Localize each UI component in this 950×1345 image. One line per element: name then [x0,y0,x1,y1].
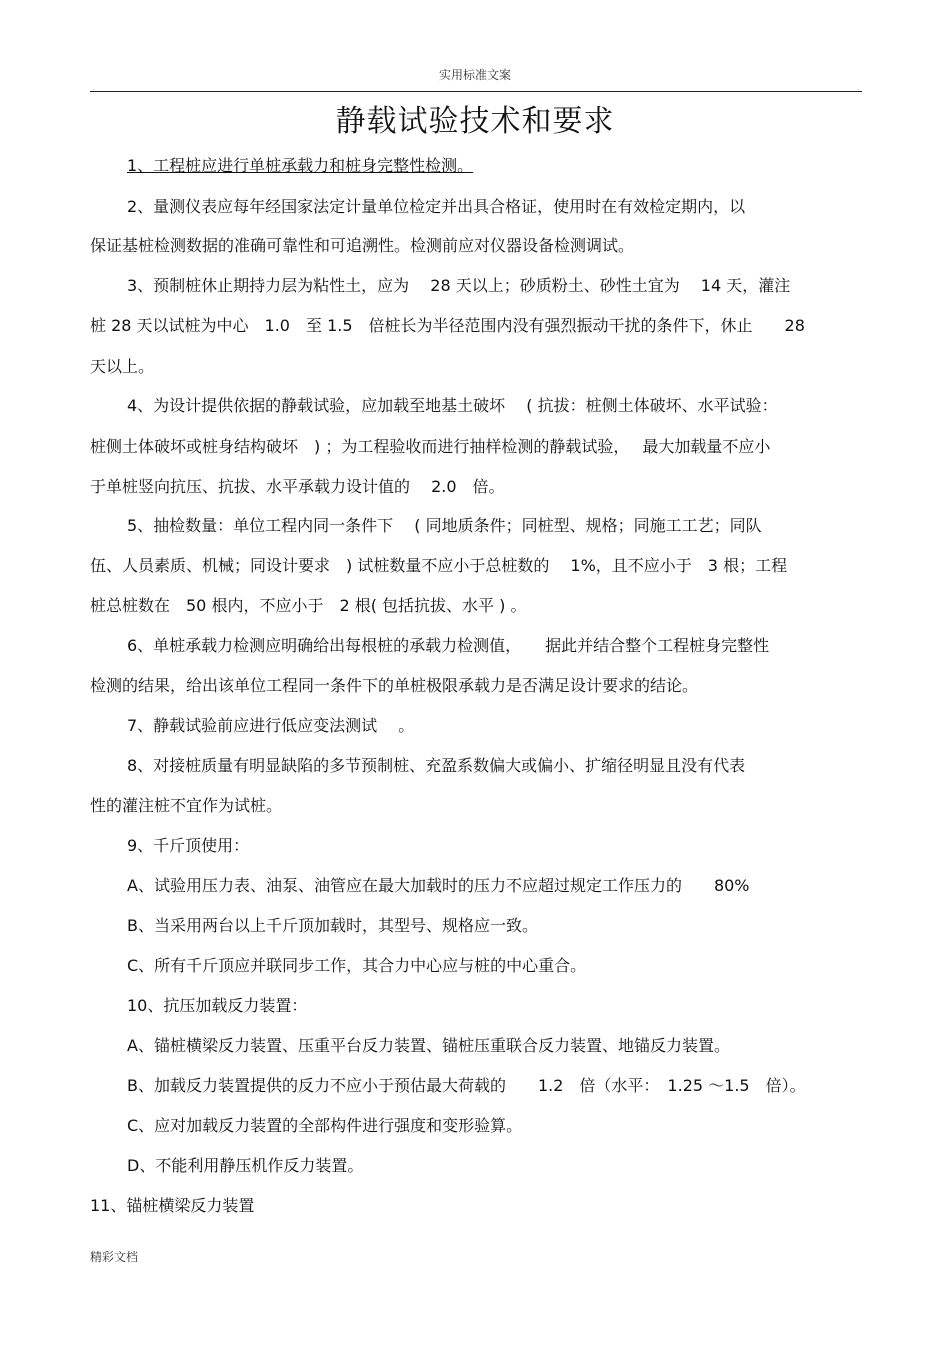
header-rule [90,91,862,92]
paragraph-line: B、加载反力装置提供的反力不应小于预估最大荷载的 1.2 倍（水平： 1.25 ～1.5 倍）。 [127,1076,806,1095]
paragraph-line: 天以上。 [90,357,155,376]
paragraph-line: 5、抽检数量：单位工程内同一条件下 ( 同地质条件；同桩型、规格；同施工工艺；同队 [127,516,762,535]
paragraph-line: 2、量测仪表应每年经国家法定计量单位检定并出具合格证，使用时在有效检定期内，以 [127,197,746,216]
page-header: 实用标准文案 [438,68,511,82]
paragraph-line: C、应对加载反力装置的全部构件进行强度和变形验算。 [127,1116,523,1135]
paragraph-line: B、当采用两台以上千斤顶加载时，其型号、规格应一致。 [127,916,538,935]
paragraph-line: 桩侧土体破坏或桩身结构破坏 ) ；为工程验收而进行抽样检测的静载试验， 最大加载量不应小 [90,437,771,456]
paragraph-line: 性的灌注桩不宜作为试桩。 [90,796,283,815]
paragraph-line: C、所有千斤顶应并联同步工作，其合力中心应与桩的中心重合。 [127,956,587,975]
paragraph-line: 7、静载试验前应进行低应变法测试 。 [127,716,415,735]
paragraph-line: D、不能利用静压机作反力装置。 [127,1156,364,1175]
paragraph-line: 检测的结果，给出该单位工程同一条件下的单桩极限承载力是否满足设计要求的结论。 [90,676,699,695]
paragraph-line: 3、预制桩休止期持力层为粘性土，应为 28 天以上；砂质粉土、砂性土宜为 14 天，灌注 [127,276,791,295]
paragraph-line: A、锚桩横梁反力装置、压重平台反力装置、锚桩压重联合反力装置、地锚反力装置。 [127,1036,730,1055]
paragraph-line: 6、单桩承载力检测应明确给出每根桩的承载力检测值， 据此并结合整个工程桩身完整性 [127,636,770,655]
paragraph-line: 1、工程桩应进行单桩承载力和桩身完整性检测。 [127,156,474,175]
paragraph-line: 桩 28 天以试桩为中心 1.0 至 1.5 倍桩长为半径范围内没有强烈振动干扰的条件下，休止 28 [90,316,805,335]
paragraph-line: 伍、人员素质、机械；同设计要求 ) 试桩数量不应小于总桩数的 1%，且不应小于 3 根；工程 [90,556,788,575]
paragraph-line: A、试验用压力表、油泵、油管应在最大加载时的压力不应超过规定工作压力的 80% [127,876,750,895]
paragraph-line: 10、抗压加载反力装置： [127,996,308,1015]
paragraph-line: 于单桩竖向抗压、抗拔、水平承载力设计值的 2.0 倍。 [90,477,505,496]
paragraph-line: 4、为设计提供依据的静载试验，应加载至地基土破坏 ( 抗拔：桩侧土体破坏、水平试验： [127,396,778,415]
paragraph-line: 8、对接桩质量有明显缺陷的多节预制桩、充盈系数偏大或偏小、扩缩径明显且没有代表 [127,756,746,775]
paragraph-line: 保证基桩检测数据的准确可靠性和可追溯性。检测前应对仪器设备检测调试。 [90,236,635,255]
paragraph-line: 9、千斤顶使用： [127,836,250,855]
page-footer: 精彩文档 [90,1250,139,1264]
paragraph-line: 11、锚桩横梁反力装置 [90,1196,255,1215]
document-title: 静载试验技术和要求 [335,104,615,139]
paragraph-line: 桩总桩数在 50 根内，不应小于 2 根( 包括抗拔、水平 ) 。 [90,596,527,615]
